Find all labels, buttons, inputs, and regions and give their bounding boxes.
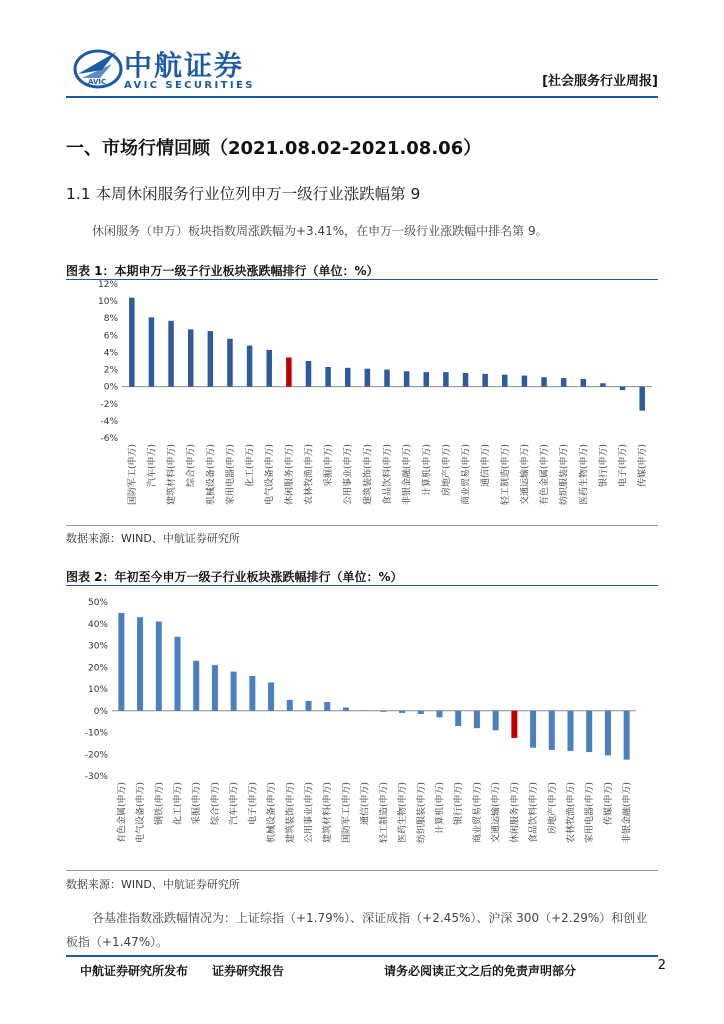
category-label: 医药生物(申万) — [579, 444, 590, 506]
bar — [493, 711, 499, 731]
category-label: 传媒(申万) — [603, 782, 614, 826]
category-label: 家用电器(申万) — [225, 444, 236, 506]
y-tick-label: 2% — [103, 365, 118, 376]
brand-name-cn: 中航证券 — [124, 49, 245, 82]
bar — [600, 383, 605, 386]
section-subtitle: 1.1 本周休闲服务行业位列申万一级行业涨跌幅第 9 — [66, 185, 421, 203]
bar — [149, 317, 154, 386]
y-tick-label: -30% — [84, 772, 108, 782]
category-label: 农林牧渔(申万) — [304, 444, 315, 506]
category-label: 有色金属(申万) — [117, 782, 128, 844]
category-label: 建筑装饰(申万) — [363, 444, 374, 506]
bar — [188, 329, 193, 386]
footer-divider — [66, 955, 658, 957]
category-label: 交通运输(申万) — [491, 782, 502, 844]
bar — [362, 710, 368, 711]
bar — [455, 711, 461, 726]
bar — [193, 661, 199, 711]
bar — [306, 361, 311, 387]
category-label: 休闲服务(申万) — [510, 782, 521, 844]
bar — [266, 350, 271, 387]
bar — [502, 375, 507, 387]
bar — [268, 682, 274, 710]
category-label: 轻工制造(申万) — [500, 444, 511, 506]
bar — [474, 711, 480, 728]
y-tick-label: -2% — [100, 399, 118, 410]
figure2-title: 图表 2：年初至今申万一级子行业板块涨跌幅排行（单位：%） — [66, 570, 403, 584]
category-label: 非银金融(申万) — [622, 782, 633, 844]
category-label: 非银金融(申万) — [402, 444, 413, 506]
footer-publisher: 中航证券研究所发布 — [80, 964, 189, 978]
category-label: 综合(申万) — [210, 782, 221, 826]
bar — [137, 617, 143, 711]
bar — [324, 702, 330, 711]
bar — [287, 700, 293, 711]
bar — [530, 711, 536, 748]
bar — [561, 378, 566, 387]
category-label: 交通运输(申万) — [520, 444, 531, 506]
category-label: 通信(申万) — [481, 444, 492, 488]
bar — [522, 376, 527, 387]
category-label: 电子(申万) — [248, 782, 259, 826]
y-tick-label: 10% — [87, 685, 108, 695]
bar — [424, 372, 429, 387]
category-label: 建筑材料(申万) — [167, 444, 178, 506]
category-label: 计算机(申万) — [422, 444, 433, 497]
bar — [581, 379, 586, 387]
bar — [231, 672, 237, 711]
footer-disclaimer: 请务必阅读正文之后的免责声明部分 — [384, 964, 577, 978]
bar — [380, 711, 386, 712]
bar — [345, 368, 350, 387]
logo-text: AVIC — [88, 78, 107, 86]
category-label: 食品饮料(申万) — [383, 444, 393, 506]
bar — [541, 377, 546, 386]
bar — [549, 711, 555, 750]
category-label: 纺织服装(申万) — [416, 782, 427, 844]
page-number: 2 — [657, 958, 666, 973]
category-label: 银行(申万) — [598, 444, 609, 488]
category-label: 医药生物(申万) — [398, 782, 409, 844]
category-label: 电子(申万) — [618, 444, 629, 488]
bar — [118, 613, 124, 711]
y-tick-label: -10% — [84, 728, 108, 739]
bar — [443, 372, 448, 387]
category-label: 银行(申万) — [454, 782, 465, 826]
bar — [399, 711, 405, 713]
category-label: 化工(申万) — [245, 444, 256, 488]
category-label: 建筑装饰(申万) — [285, 782, 296, 844]
bar — [175, 637, 181, 711]
bar — [247, 346, 252, 387]
footer-report-type: 证券研究报告 — [212, 964, 285, 978]
bar — [639, 387, 644, 411]
bar — [620, 387, 625, 390]
figure2-chart — [66, 590, 658, 868]
category-label: 采掘(申万) — [324, 444, 335, 488]
bar — [482, 374, 487, 387]
bar — [568, 711, 574, 751]
section-title: 一、市场行情回顾（2021.08.02-2021.08.06） — [66, 138, 482, 159]
bar — [325, 367, 330, 387]
category-label: 商业贸易(申万) — [461, 444, 472, 506]
category-label: 纺织服装(申万) — [559, 443, 570, 506]
y-tick-label: 4% — [103, 348, 118, 359]
bar — [286, 357, 291, 386]
y-tick-label: -6% — [100, 434, 118, 444]
bar — [404, 371, 409, 386]
bar — [384, 370, 389, 387]
category-label: 食品饮料(申万) — [529, 782, 540, 844]
figure1-source: 数据来源：WIND、中航证券研究所 — [66, 532, 240, 545]
figure2-source: 数据来源：WIND、中航证券研究所 — [66, 878, 240, 891]
category-label: 农林牧渔(申万) — [566, 782, 577, 844]
header-divider — [66, 96, 658, 98]
category-label: 综合(申万) — [186, 444, 197, 488]
avic-logo — [72, 44, 124, 90]
bar — [168, 321, 173, 387]
category-label: 机械设备(申万) — [267, 782, 278, 844]
category-label: 计算机(申万) — [435, 782, 446, 835]
category-label: 家用电器(申万) — [585, 782, 596, 844]
category-label: 汽车(申万) — [229, 782, 240, 826]
benchmark-paragraph: 各基准指数涨跌幅情况为：上证综指（+1.79%）、深证成指（+2.45%）、沪深 300（+2.29%）和创业板指（+1.47%）。 — [66, 911, 648, 949]
bar — [511, 711, 517, 738]
category-label: 机械设备(申万) — [206, 444, 217, 506]
category-label: 国防军工(申万) — [341, 782, 352, 844]
bar — [437, 711, 443, 718]
category-label: 国防军工(申万) — [127, 444, 138, 506]
figure1-chart — [66, 280, 658, 525]
report-category-tag: [社会服务行业周报] — [542, 74, 658, 89]
category-label: 化工(申万) — [173, 782, 184, 826]
category-label: 建筑材料(申万) — [323, 782, 334, 844]
category-label: 轻工制造(申万) — [379, 782, 390, 844]
y-tick-label: 30% — [87, 641, 108, 652]
bar — [605, 711, 611, 756]
figure2-rule — [66, 585, 658, 586]
bar — [343, 707, 349, 710]
category-label: 公用事业(申万) — [304, 782, 315, 844]
y-tick-label: 6% — [103, 331, 118, 342]
bar — [418, 711, 424, 714]
category-label: 通信(申万) — [360, 782, 371, 826]
category-label: 钢铁(申万) — [154, 782, 165, 826]
category-label: 房地产(申万) — [441, 444, 452, 497]
bar — [586, 711, 592, 752]
y-tick-label: 40% — [87, 619, 108, 630]
category-label: 采掘(申万) — [192, 782, 203, 826]
figure1-title: 图表 1：本期申万一级子行业板块涨跌幅排行（单位：%） — [66, 264, 379, 278]
y-tick-label: -4% — [100, 416, 118, 427]
category-label: 公用事业(申万) — [343, 444, 354, 506]
bar — [365, 369, 370, 387]
category-label: 传媒(申万) — [638, 444, 649, 488]
y-tick-label: 8% — [103, 314, 118, 325]
category-label: 房地产(申万) — [547, 782, 558, 835]
intro-paragraph: 休闲服务（申万）板块指数周涨跌幅为+3.41%，在申万一级行业涨跌幅中排名第 9。 — [92, 224, 548, 238]
y-tick-label: 0% — [93, 706, 108, 717]
figure2-bottom-rule — [66, 870, 658, 871]
category-label: 休闲服务(申万) — [284, 444, 295, 506]
y-tick-label: 0% — [103, 382, 118, 393]
y-tick-label: 12% — [97, 280, 118, 290]
brand-name-en: AVIC SECURITIES — [124, 80, 255, 91]
bar — [306, 701, 312, 711]
y-tick-label: 10% — [97, 297, 118, 308]
y-tick-label: 50% — [87, 598, 108, 608]
figure1-bottom-rule — [66, 525, 658, 526]
bar — [624, 711, 630, 760]
bar — [463, 373, 468, 387]
bar — [249, 676, 255, 711]
bar — [156, 622, 162, 711]
category-label: 电气设备(申万) — [136, 782, 147, 844]
category-label: 电气设备(申万) — [265, 444, 276, 506]
bar — [227, 339, 232, 387]
category-label: 汽车(申万) — [147, 444, 158, 488]
y-tick-label: 20% — [87, 663, 108, 674]
category-label: 有色金属(申万) — [540, 444, 551, 506]
category-label: 商业贸易(申万) — [472, 782, 483, 844]
bar — [212, 665, 218, 711]
bar — [208, 331, 213, 387]
y-tick-label: -20% — [84, 750, 108, 761]
bar — [129, 298, 134, 387]
